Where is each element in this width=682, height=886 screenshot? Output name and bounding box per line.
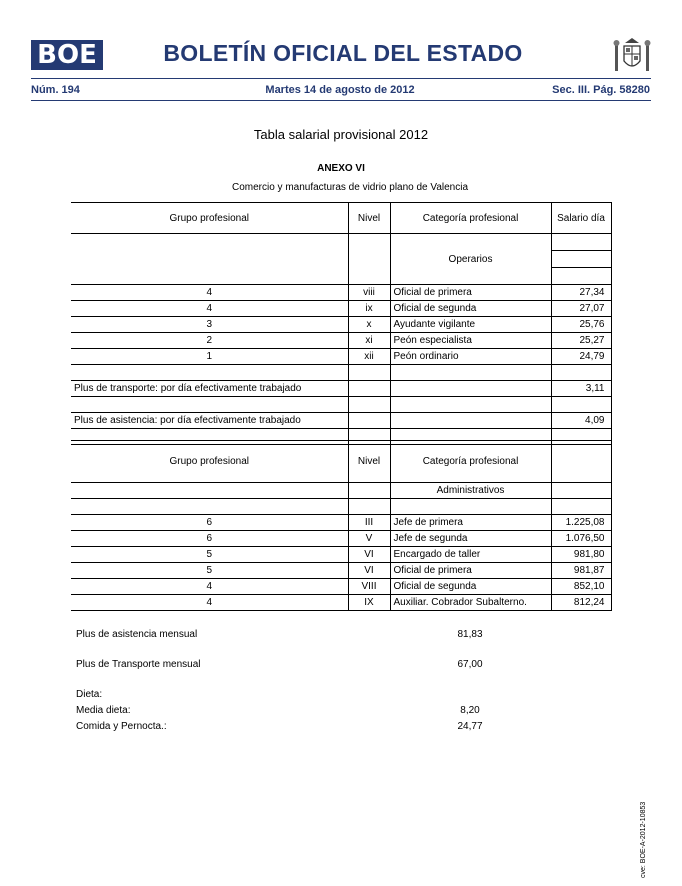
cell-salario: 27,07 <box>551 301 611 317</box>
header-grupo: Grupo profesional <box>71 441 348 483</box>
table-row <box>71 531 611 547</box>
section-page: Sec. III. Pág. 58280 <box>552 84 650 96</box>
comida-pernocta-label: Comida y Pernocta.: <box>76 721 167 732</box>
section-administrativos: Administrativos <box>390 483 551 499</box>
cell-nivel: IX <box>348 595 390 611</box>
plus-transporte-label: Plus de transporte: por día efectivamente trabajado <box>71 381 348 397</box>
cell-grupo: 1 <box>71 349 348 365</box>
cell-salario: 812,24 <box>551 595 611 611</box>
header-nivel: Nivel <box>348 203 390 234</box>
table-row <box>71 333 611 349</box>
cell-nivel: III <box>348 515 390 531</box>
cell-categoria: Auxiliar. Cobrador Subalterno. <box>390 595 551 611</box>
issue-date: Martes 14 de agosto de 2012 <box>265 84 415 96</box>
cell-grupo: 4 <box>71 301 348 317</box>
cell-nivel: ix <box>348 301 390 317</box>
dieta-label: Dieta: <box>76 689 103 700</box>
cell-grupo: 3 <box>71 317 348 333</box>
header-rule-top <box>31 78 651 79</box>
header-empty <box>551 441 611 483</box>
table-row <box>71 349 611 365</box>
header-rule-bottom <box>31 100 651 101</box>
cell-nivel: V <box>348 531 390 547</box>
cell-nivel: xii <box>348 349 390 365</box>
cell-categoria: Oficial de primera <box>390 563 551 579</box>
cell-salario: 981,87 <box>551 563 611 579</box>
cell-salario: 27,34 <box>551 285 611 301</box>
plus-transporte-row <box>71 381 611 397</box>
cell-grupo: 4 <box>71 285 348 301</box>
cell-categoria: Oficial de segunda <box>390 579 551 595</box>
cell-categoria: Peón especialista <box>390 333 551 349</box>
cell-salario: 981,80 <box>551 547 611 563</box>
media-dieta-value: 8,20 <box>460 705 480 716</box>
page-title: BOLETÍN OFICIAL DEL ESTADO <box>163 40 523 66</box>
header-nivel: Nivel <box>348 441 390 483</box>
cell-nivel: viii <box>348 285 390 301</box>
cell-grupo: 4 <box>71 579 348 595</box>
header-categoria: Categoría profesional <box>390 441 551 483</box>
cell-salario: 1.225,08 <box>551 515 611 531</box>
table-row <box>71 547 611 563</box>
section-empty-cell <box>71 234 348 285</box>
cell-salario: 25,76 <box>551 317 611 333</box>
cell-salario: 1.076,50 <box>551 531 611 547</box>
cell-categoria: Oficial de primera <box>390 285 551 301</box>
cell-nivel: xi <box>348 333 390 349</box>
cell-nivel: VI <box>348 563 390 579</box>
table-row <box>71 301 611 317</box>
section-empty-cell <box>348 234 390 285</box>
asistencia-mensual-value: 81,83 <box>457 629 483 640</box>
cell-grupo: 5 <box>71 563 348 579</box>
salary-table-administrativos <box>71 440 612 611</box>
table-row <box>71 317 611 333</box>
cell-salario: 24,79 <box>551 349 611 365</box>
cell-categoria: Encargado de taller <box>390 547 551 563</box>
cell-categoria: Jefe de primera <box>390 515 551 531</box>
cell-grupo: 6 <box>71 531 348 547</box>
plus-asistencia-value: 4,09 <box>551 413 611 429</box>
plus-transporte-value: 3,11 <box>551 381 611 397</box>
cell-grupo: 6 <box>71 515 348 531</box>
cve-reference: cve: BOE-A-2012-10853 <box>640 801 647 878</box>
cell-categoria: Oficial de segunda <box>390 301 551 317</box>
media-dieta-label: Media dieta: <box>76 705 131 716</box>
cell-salario: 852,10 <box>551 579 611 595</box>
table-row <box>71 515 611 531</box>
table-title: Tabla salarial provisional 2012 <box>253 127 429 142</box>
cell-categoria: Jefe de segunda <box>390 531 551 547</box>
table-row <box>71 563 611 579</box>
boe-logo-text: BOE <box>31 40 103 70</box>
cell-categoria: Peón ordinario <box>390 349 551 365</box>
cell-nivel: VI <box>348 547 390 563</box>
table-row <box>71 579 611 595</box>
header-salario: Salario día <box>551 203 611 234</box>
annex-subtitle: Comercio y manufacturas de vidrio plano de Valencia <box>231 182 469 193</box>
transporte-mensual-label: Plus de Transporte mensual <box>76 659 201 670</box>
annex-heading: ANEXO VI <box>317 163 365 174</box>
cell-grupo: 2 <box>71 333 348 349</box>
coat-of-arms-icon <box>612 37 652 75</box>
asistencia-mensual-label: Plus de asistencia mensual <box>76 629 198 640</box>
plus-asistencia-label: Plus de asistencia: por día efectivamente trabajado <box>71 413 348 429</box>
table-row <box>71 595 611 611</box>
transporte-mensual-value: 67,00 <box>457 659 483 670</box>
table-row <box>71 285 611 301</box>
section-operarios: Operarios <box>390 234 551 285</box>
issue-number: Núm. 194 <box>31 84 80 96</box>
section-salary-cell <box>551 234 611 285</box>
comida-pernocta-value: 24,77 <box>457 721 483 732</box>
plus-asistencia-row <box>71 413 611 429</box>
header-grupo: Grupo profesional <box>71 203 348 234</box>
salary-table-operarios <box>71 202 612 445</box>
cell-nivel: x <box>348 317 390 333</box>
cell-grupo: 4 <box>71 595 348 611</box>
cell-nivel: VIII <box>348 579 390 595</box>
cell-categoria: Ayudante vigilante <box>390 317 551 333</box>
boe-logo <box>31 40 103 70</box>
cell-salario: 25,27 <box>551 333 611 349</box>
header-categoria: Categoría profesional <box>390 203 551 234</box>
cell-grupo: 5 <box>71 547 348 563</box>
